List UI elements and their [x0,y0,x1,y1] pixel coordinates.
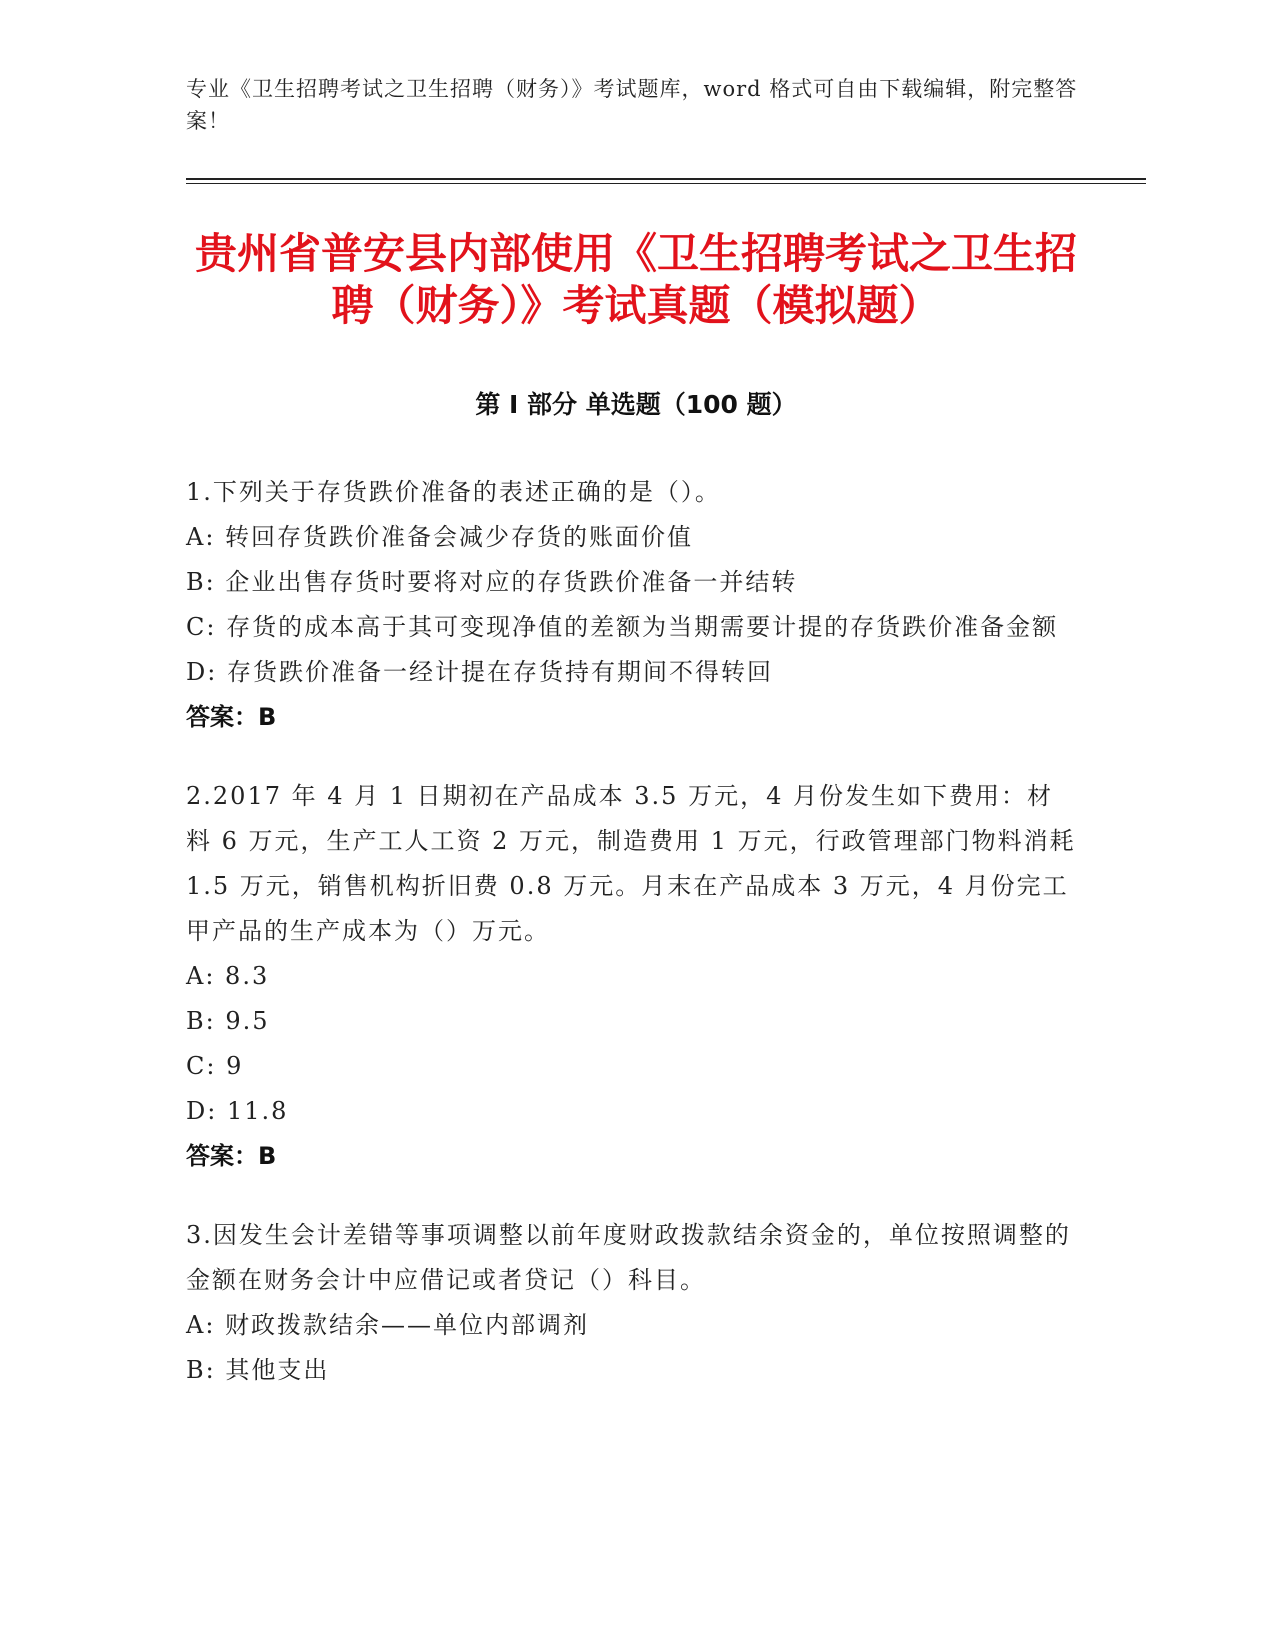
option-b: B: 其他支出 [186,1356,330,1384]
question-2 [186,774,1076,1179]
question-stem: 2.2017 年 4 月 1 日期初在产品成本 3.5 万元，4 月份发生如下费用：材料 6 万元，生产工人工资 2 万元，制造费用 1 万元，行政管理部门物料消耗 1.5 万元，销售机构折旧费 0.8 万元。月末在产品成本 3 万元，4 月份完工甲产品的生产成本为（）万元。 [186,782,1076,945]
section-title: 第 I 部分 单选题（100 题） [475,390,797,419]
question-stem: 3.因发生会计差错等事项调整以前年度财政拨款结余资金的，单位按照调整的金额在财务会计中应借记或者贷记（）科目。 [186,1221,1071,1294]
answer: 答案：B [186,1142,277,1170]
option-a: A: 8.3 [186,962,270,990]
option-c: C: 9 [186,1052,244,1080]
option-d: D: 存货跌价准备一经计提在存货持有期间不得转回 [186,658,773,686]
option-a: A: 财政拨款结余——单位内部调剂 [186,1311,590,1339]
header-rule-thin [186,183,1146,184]
option-b: B: 企业出售存货时要将对应的存货跌价准备一并结转 [186,568,798,596]
option-c: C: 存货的成本高于其可变现净值的差额为当期需要计提的存货跌价准备金额 [186,613,1059,641]
header-note: 专业《卫生招聘考试之卫生招聘（财务）》考试题库，word 格式可自由下载编辑，附完整答案！ [186,77,1078,133]
answer: 答案：B [186,703,277,731]
document-title: 贵州省普安县内部使用《卫生招聘考试之卫生招聘（财务）》考试真题（模拟题） [194,229,1077,330]
option-d: D: 11.8 [186,1097,289,1125]
option-a: A: 转回存货跌价准备会减少存货的账面价值 [186,523,694,551]
question-list [186,470,1076,1427]
question-1 [186,470,1076,740]
header-rule-thick [186,178,1146,180]
option-b: B: 9.5 [186,1007,270,1035]
question-3 [186,1213,1076,1393]
question-stem: 1.下列关于存货跌价准备的表述正确的是（）。 [186,478,721,506]
